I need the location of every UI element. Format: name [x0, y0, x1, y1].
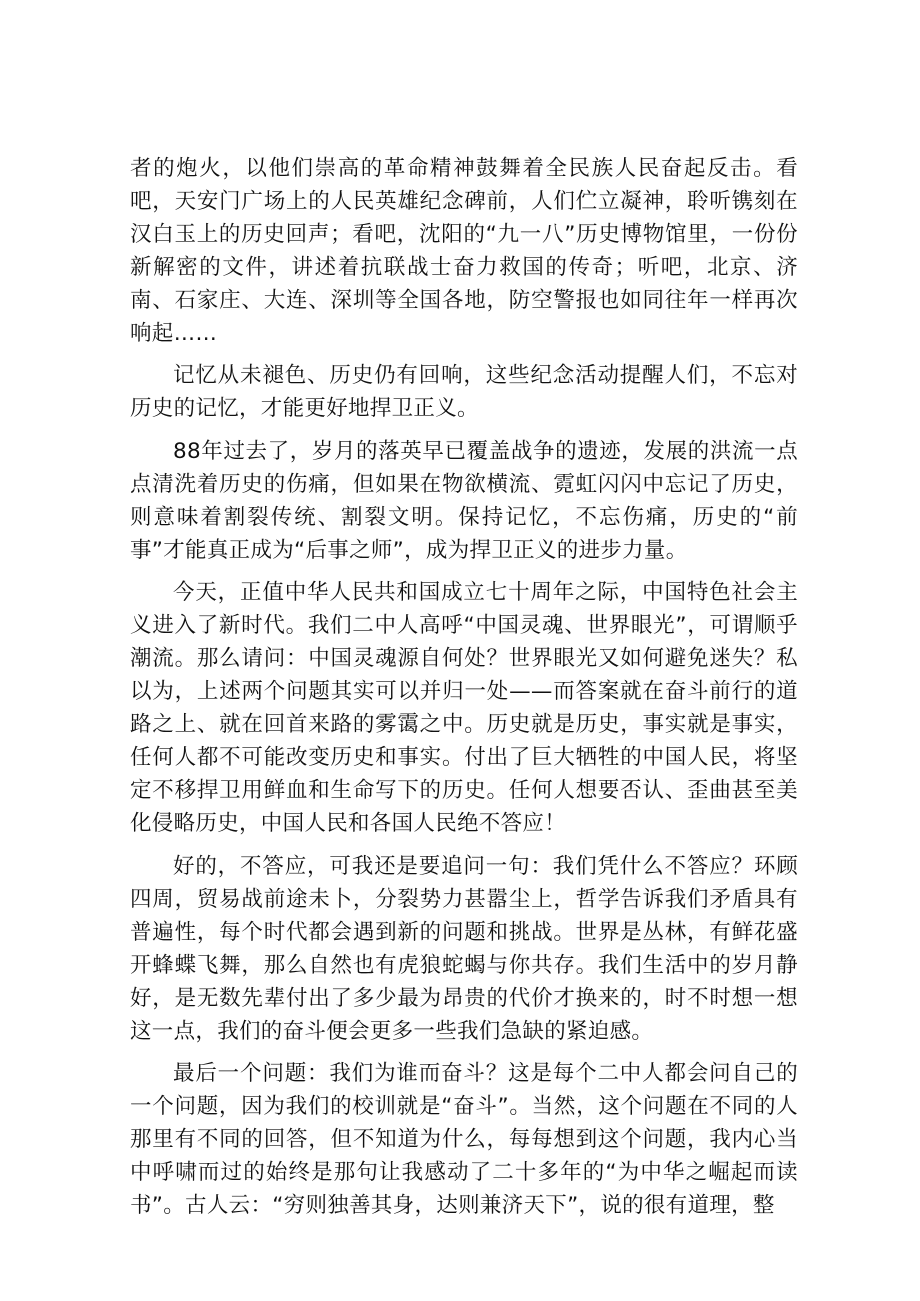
document-body [130, 152, 798, 1231]
paragraph-1: 者的炮火，以他们崇高的革命精神鼓舞着全民族人民奋起反击。看吧，天安门广场上的人民英雄纪念碑前，人们伫立凝神，聆听镌刻在汉白玉上的历史回声；看吧，沈阳的“九一八”历史博物馆里，一份份新解密的文件，讲述着抗联战士奋力救国的传奇；听吧，北京、济南、石家庄、大连、深圳等全国各地，防空警报也如同往年一样再次响起…… [130, 156, 798, 346]
paragraph-2: 记忆从未褪色、历史仍有回响，这些纪念活动提醒人们，不忘对历史的记忆，才能更好地捍卫正义。 [130, 363, 798, 422]
paragraph-5: 好的，不答应，可我还是要追问一句：我们凭什么不答应？环顾四周，贸易战前途未卜，分裂势力甚嚣尘上，哲学告诉我们矛盾具有普遍性，每个时代都会遇到新的问题和挑战。世界是丛林，有鲜花盛开蜂蝶飞舞，那么自然也有虎狼蛇蝎与你共存。我们生活中的岁月静好，是无数先辈付出了多少最为昂贵的代价才换来的，时不时想一想这一点，我们的奋斗便会更多一些我们急缺的紧迫感。 [130, 853, 798, 1044]
paragraph-4: 今天，正值中华人民共和国成立七十周年之际，中国特色社会主义进入了新时代。我们二中人高呼“中国灵魂、世界眼光”，可谓顺乎潮流。那么请问：中国灵魂源自何处？世界眼光又如何避免迷失？私以为，上述两个问题其实可以并归一处——而答案就在奋斗前行的道路之上、就在回首来路的雾霭之中。历史就是历史，事实就是事实，任何人都不可能改变历史和事实。付出了巨大牺牲的中国人民，将坚定不移捍卫用鲜血和生命写下的历史。任何人想要否认、歪曲甚至美化侵略历史，中国人民和各国人民绝不答应！ [130, 580, 798, 837]
paragraph-6: 最后一个问题：我们为谁而奋斗？这是每个二中人都会问自己的一个问题，因为我们的校训就是“奋斗”。当然，这个问题在不同的人那里有不同的回答，但不知道为什么，每每想到这个问题，我内心当中呼啸而过的始终是那句让我感动了二十多年的“为中华之崛起而读书”。古人云：“穷则独善其身，达则兼济天下”，说的很有道理，整 [130, 1060, 798, 1218]
paragraph-3: 88年过去了，岁月的落英早已覆盖战争的遗迹，发展的洪流一点点清洗着历史的伤痛，但如果在物欲横流、霓虹闪闪中忘记了历史，则意味着割裂传统、割裂文明。保持记忆，不忘伤痛，历史的“前事”才能真正成为“后事之师”，成为捍卫正义的进步力量。 [130, 438, 798, 563]
